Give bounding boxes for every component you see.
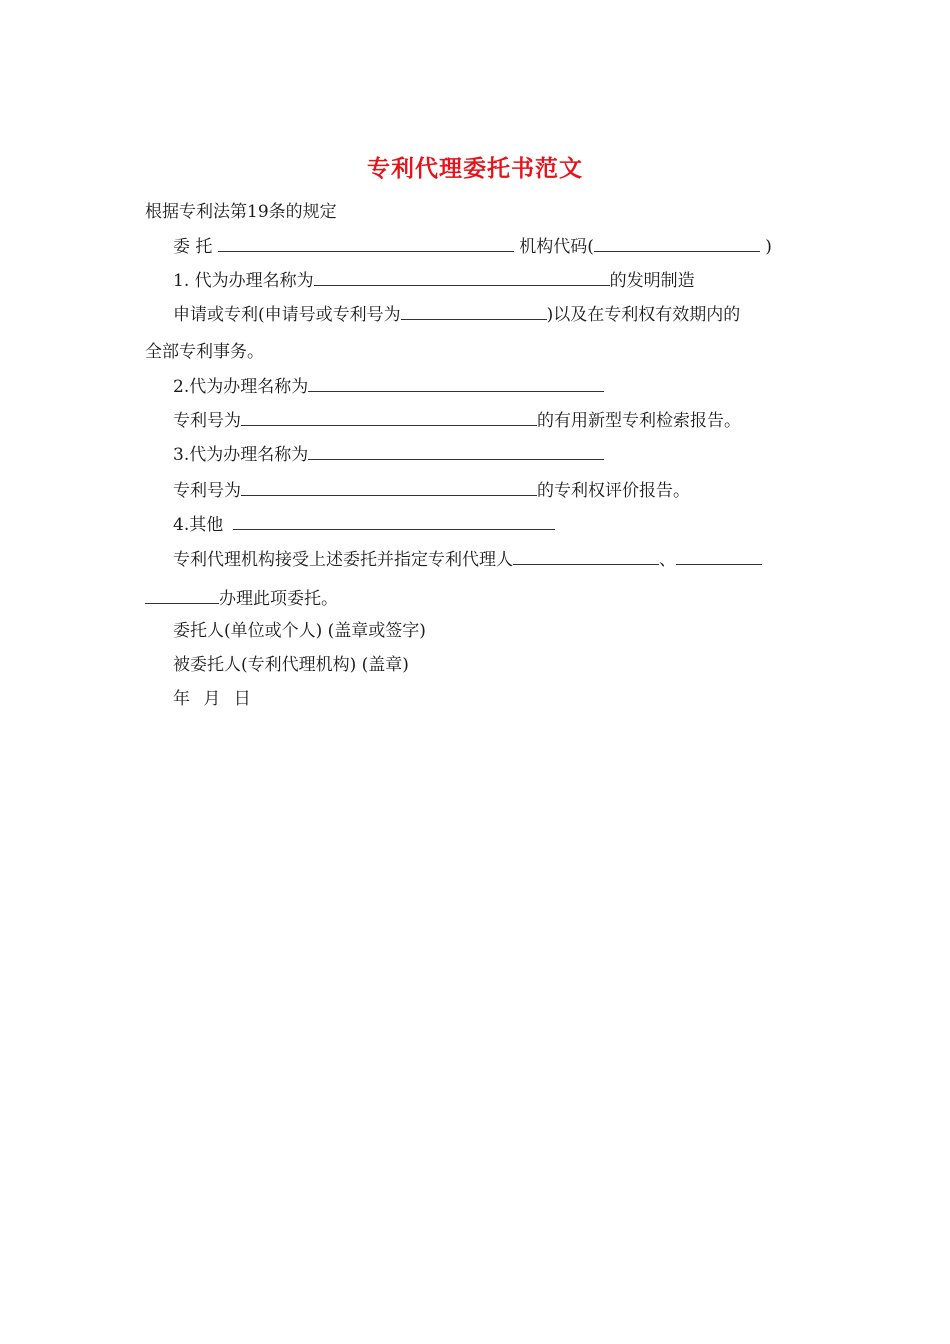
item-3-label: 3.代为办理名称为 xyxy=(173,445,309,465)
agent-1-blank[interactable] xyxy=(513,547,659,565)
item-2-number-blank[interactable] xyxy=(241,408,537,426)
item-3-line xyxy=(173,442,604,466)
item-4-label: 4.其他 xyxy=(173,515,224,535)
item-2-name-blank[interactable] xyxy=(308,374,604,392)
entrust-line xyxy=(173,234,772,258)
agency-label: 被委托人(专利代理机构) (盖章) xyxy=(173,655,409,675)
agent-tail: 办理此项委托。 xyxy=(219,589,338,609)
item-2-line xyxy=(173,374,604,398)
apply-label: 申请或专利(申请号或专利号为 xyxy=(173,305,401,325)
item-1-suffix: 的发明制造 xyxy=(609,271,695,291)
date-line xyxy=(173,687,251,711)
principal-label: 委托人(单位或个人) (盖章或签字) xyxy=(173,621,426,641)
item-2-label: 2.代为办理名称为 xyxy=(173,377,309,397)
document-title: 专利代理委托书范文 xyxy=(367,155,583,182)
agent-line xyxy=(173,547,762,571)
agent-2-blank-a[interactable] xyxy=(676,547,762,565)
org-code-label: 机构代码( xyxy=(519,237,594,257)
item-1-tail: 全部专利事务。 xyxy=(145,342,264,362)
agent-tail-line xyxy=(145,586,338,610)
entrust-blank[interactable] xyxy=(218,234,514,252)
preamble-text: 根据专利法第19条的规定 xyxy=(145,202,337,222)
item-2-number-label: 专利号为 xyxy=(173,411,241,431)
date-label: 年 月 日 xyxy=(173,689,251,709)
item-3-number-line xyxy=(173,478,690,502)
item-1-name-blank[interactable] xyxy=(314,268,610,286)
agent-2-blank-b[interactable] xyxy=(145,586,219,604)
agent-label: 专利代理机构接受上述委托并指定专利代理人 xyxy=(173,550,513,570)
item-1-label: 1. 代为办理名称为 xyxy=(173,271,314,291)
item-3-suffix: 的专利权评价报告。 xyxy=(537,481,690,501)
apply-suffix: )以及在专利权有效期内的 xyxy=(546,305,741,325)
principal-line xyxy=(173,619,426,643)
item-1-tail-line xyxy=(145,340,264,364)
agent-separator: 、 xyxy=(659,550,676,570)
entrust-label: 委 托 xyxy=(173,237,213,257)
preamble-line xyxy=(145,200,337,224)
item-2-number-line xyxy=(173,408,741,432)
item-4-other-blank[interactable] xyxy=(233,512,555,530)
agency-line xyxy=(173,653,409,677)
item-1-line xyxy=(173,268,695,292)
patent-number-blank[interactable] xyxy=(401,302,547,320)
org-code-blank[interactable] xyxy=(594,234,760,252)
item-1-apply-line xyxy=(173,302,740,326)
item-4-line xyxy=(173,512,555,536)
item-2-suffix: 的有用新型专利检索报告。 xyxy=(537,411,741,431)
item-3-number-label: 专利号为 xyxy=(173,481,241,501)
item-3-name-blank[interactable] xyxy=(308,442,604,460)
org-code-close: ) xyxy=(765,237,772,257)
item-3-number-blank[interactable] xyxy=(241,478,537,496)
